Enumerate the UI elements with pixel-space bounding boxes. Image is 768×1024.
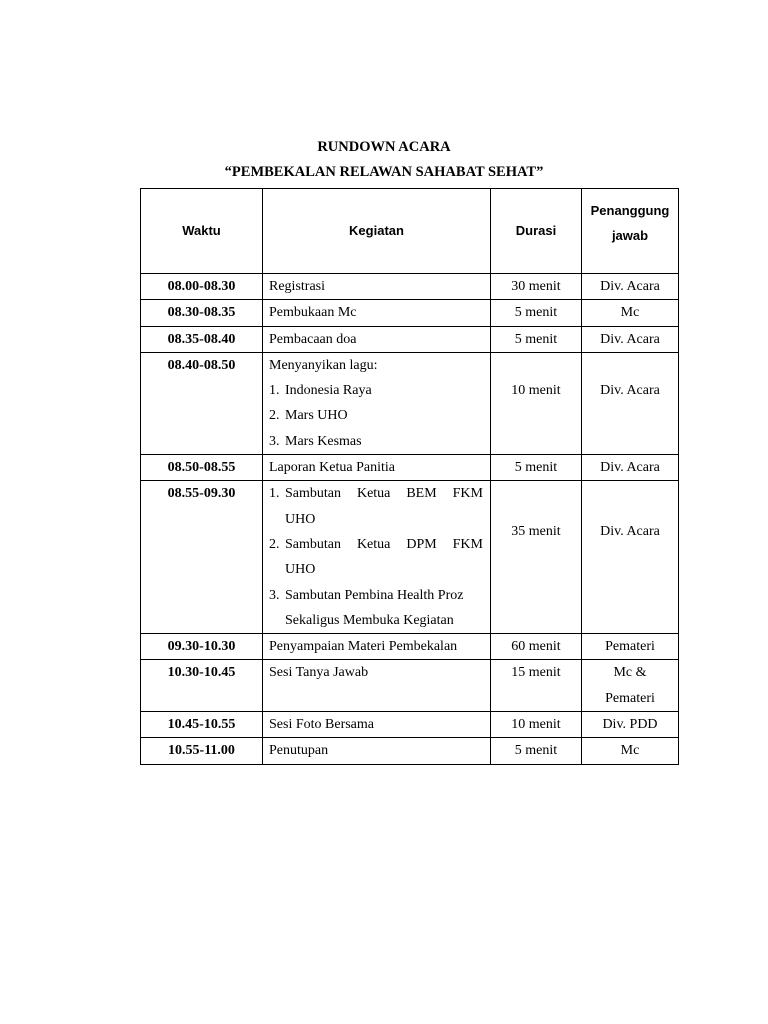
cell-waktu: 08.50-08.55 bbox=[141, 455, 263, 481]
cell-durasi: 5 menit bbox=[491, 300, 582, 326]
list-item bbox=[269, 378, 483, 403]
table-row bbox=[141, 634, 679, 660]
cell-kegiatan: Laporan Ketua Panitia bbox=[263, 455, 491, 481]
list-number: 2. bbox=[269, 408, 280, 424]
cell-pj: Div. Acara bbox=[582, 455, 679, 481]
cell-pj-line1: Mc & bbox=[613, 665, 647, 681]
activity-intro: Menyanyikan lagu: bbox=[269, 357, 378, 373]
cell-waktu: 10.30-10.45 bbox=[141, 660, 263, 712]
table-row bbox=[141, 352, 679, 454]
cell-kegiatan: Registrasi bbox=[263, 274, 491, 300]
cell-waktu: 08.00-08.30 bbox=[141, 274, 263, 300]
list-text: Mars Kesmas bbox=[285, 433, 362, 449]
list-number: 3. bbox=[269, 587, 280, 603]
cell-durasi: 60 menit bbox=[491, 634, 582, 660]
header-penanggung-jawab bbox=[582, 189, 679, 274]
cell-kegiatan bbox=[263, 481, 491, 634]
cell-kegiatan: Penyampaian Materi Pembekalan bbox=[263, 634, 491, 660]
cell-kegiatan: Penutupan bbox=[263, 738, 491, 764]
list-item bbox=[269, 532, 483, 583]
list-text: Mars UHO bbox=[285, 408, 348, 424]
table-row bbox=[141, 481, 679, 634]
cell-waktu: 08.55-09.30 bbox=[141, 481, 263, 634]
cell-waktu: 10.45-10.55 bbox=[141, 712, 263, 738]
cell-waktu: 08.30-08.35 bbox=[141, 300, 263, 326]
table-row bbox=[141, 712, 679, 738]
table-row bbox=[141, 326, 679, 352]
cell-durasi: 15 menit bbox=[491, 660, 582, 712]
table-row bbox=[141, 660, 679, 712]
cell-pj: Div. PDD bbox=[582, 712, 679, 738]
table-row bbox=[141, 300, 679, 326]
list-text: Sambutan Ketua BEM FKM bbox=[285, 486, 483, 502]
list-number: 3. bbox=[269, 433, 280, 449]
cell-pj: Mc bbox=[582, 738, 679, 764]
cell-pj: Div. Acara bbox=[582, 352, 679, 454]
table-row bbox=[141, 274, 679, 300]
cell-kegiatan: Sesi Foto Bersama bbox=[263, 712, 491, 738]
table-row bbox=[141, 455, 679, 481]
list-text-continued: Sekaligus Membuka Kegiatan bbox=[285, 612, 454, 628]
list-text: Sambutan Ketua DPM FKM bbox=[285, 536, 483, 552]
document-title: RUNDOWN ACARA bbox=[317, 139, 451, 155]
header-pj-line1: Penanggung bbox=[590, 203, 670, 218]
cell-pj: Div. Acara bbox=[582, 326, 679, 352]
cell-durasi: 5 menit bbox=[491, 326, 582, 352]
cell-kegiatan bbox=[263, 352, 491, 454]
list-item bbox=[269, 583, 483, 634]
cell-waktu: 08.35-08.40 bbox=[141, 326, 263, 352]
list-text-continued: UHO bbox=[285, 511, 316, 527]
list-text-continued: UHO bbox=[285, 562, 316, 578]
cell-durasi: 5 menit bbox=[491, 455, 582, 481]
list-text: Indonesia Raya bbox=[285, 383, 372, 399]
cell-durasi: 10 menit bbox=[491, 712, 582, 738]
cell-durasi: 10 menit bbox=[491, 352, 582, 454]
list-text: Sambutan Pembina Health Proz bbox=[285, 587, 464, 603]
cell-pj: Div. Acara bbox=[582, 274, 679, 300]
list-item bbox=[269, 429, 483, 454]
cell-durasi: 5 menit bbox=[491, 738, 582, 764]
header-kegiatan: Kegiatan bbox=[263, 189, 491, 274]
cell-pj bbox=[582, 660, 679, 712]
cell-durasi: 35 menit bbox=[491, 481, 582, 634]
event-name: “PEMBEKALAN RELAWAN SAHABAT SEHAT” bbox=[224, 164, 544, 180]
cell-pj: Div. Acara bbox=[582, 481, 679, 634]
table-row bbox=[141, 738, 679, 764]
cell-kegiatan: Pembukaan Mc bbox=[263, 300, 491, 326]
cell-pj-line2: Pemateri bbox=[605, 690, 655, 706]
table-header-row bbox=[141, 189, 679, 274]
cell-kegiatan: Sesi Tanya Jawab bbox=[263, 660, 491, 712]
list-number: 1. bbox=[269, 486, 280, 502]
rundown-table bbox=[140, 188, 679, 765]
header-durasi: Durasi bbox=[491, 189, 582, 274]
list-number: 1. bbox=[269, 383, 280, 399]
header-waktu: Waktu bbox=[141, 189, 263, 274]
cell-kegiatan: Pembacaan doa bbox=[263, 326, 491, 352]
cell-pj: Mc bbox=[582, 300, 679, 326]
list-number: 2. bbox=[269, 536, 280, 552]
cell-waktu: 08.40-08.50 bbox=[141, 352, 263, 454]
list-item bbox=[269, 403, 483, 428]
cell-pj: Pemateri bbox=[582, 634, 679, 660]
cell-durasi: 30 menit bbox=[491, 274, 582, 300]
header-pj-line2: jawab bbox=[611, 228, 649, 243]
cell-waktu: 09.30-10.30 bbox=[141, 634, 263, 660]
list-item bbox=[269, 481, 483, 532]
cell-waktu: 10.55-11.00 bbox=[141, 738, 263, 764]
